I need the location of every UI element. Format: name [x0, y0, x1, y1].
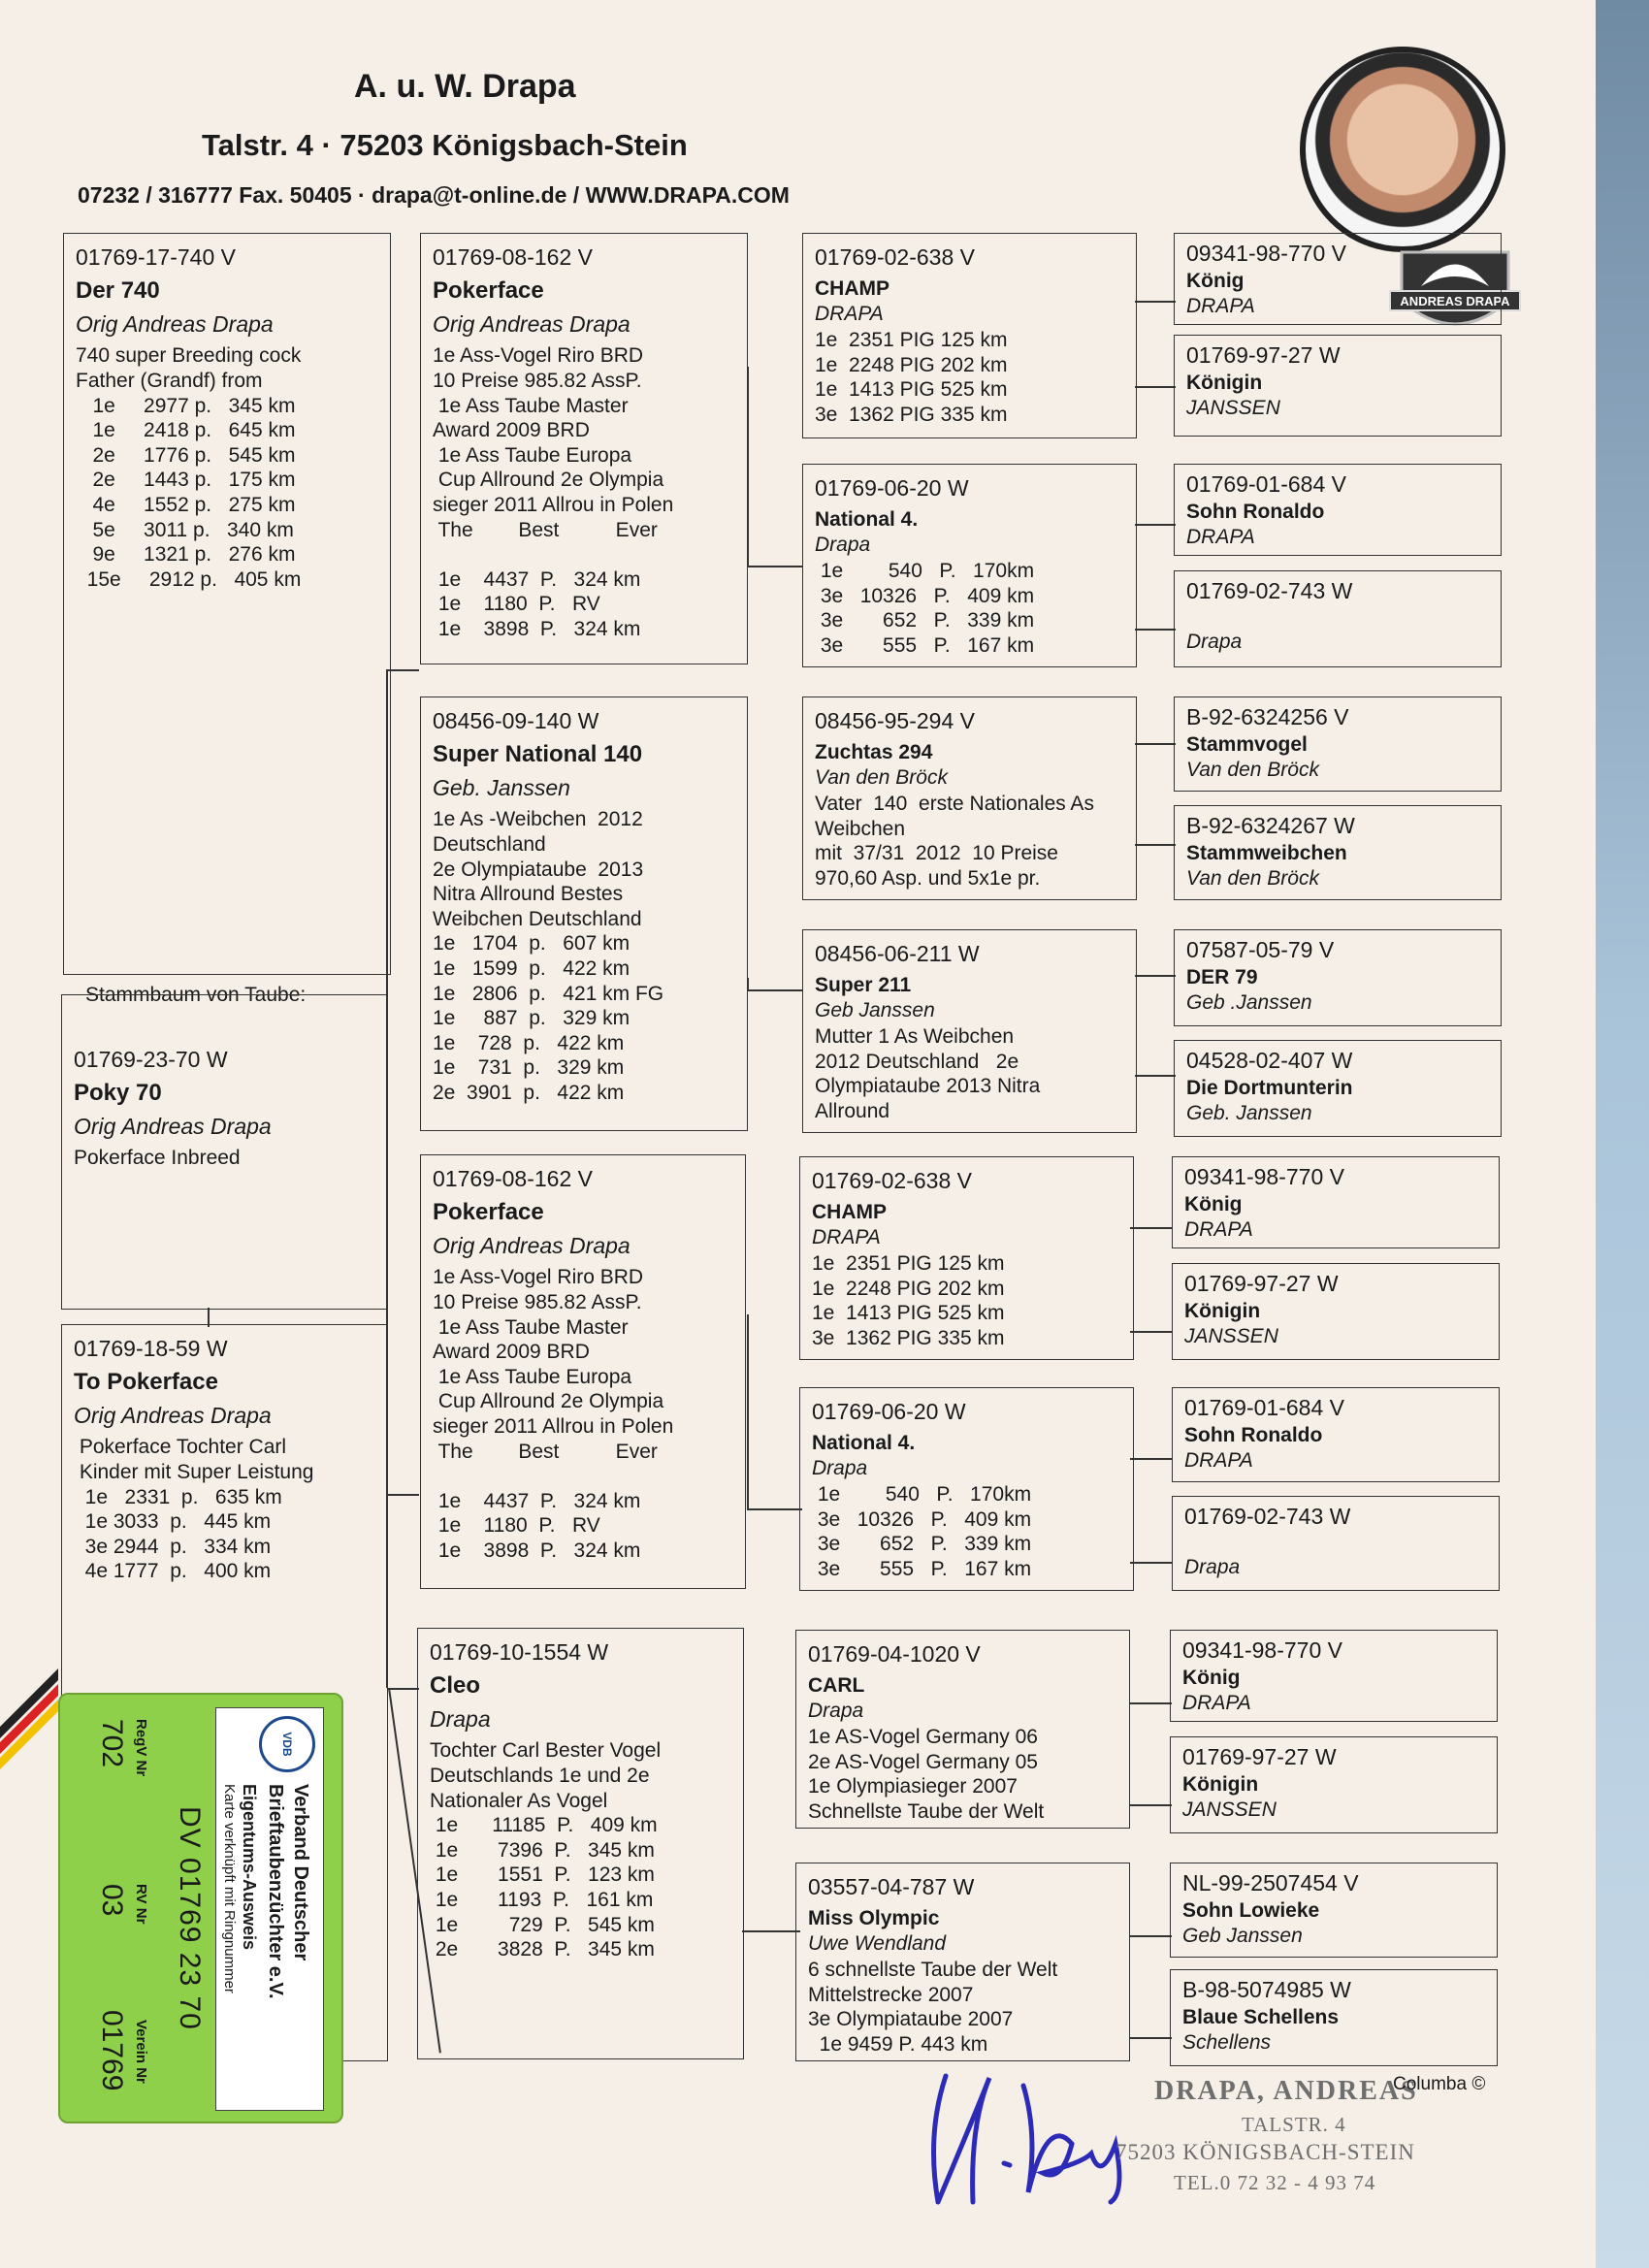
- pigeon-name: Pokerface: [433, 1199, 544, 1226]
- performance-line: 9e 1321 p. 276 km: [76, 543, 296, 567]
- pedigree-g3-8: [795, 1863, 1130, 2061]
- performance-line: 1e 11185 P. 409 km: [430, 1814, 658, 1837]
- pigeon-name: Blaue Schellens: [1182, 2006, 1340, 2029]
- performance-line: Vater 140 erste Nationales As: [815, 793, 1094, 816]
- performance-line: 1e 1551 P. 123 km: [430, 1863, 655, 1887]
- blue-page-edge: [1596, 0, 1649, 2268]
- performance-line: mit 37/31 2012 10 Preise: [815, 842, 1058, 865]
- pigeon-name: DER 79: [1186, 966, 1258, 989]
- performance-line: Pokerface Inbreed: [74, 1147, 241, 1170]
- performance-line: Weibchen: [815, 817, 906, 840]
- connector: [1135, 743, 1176, 745]
- breeder-photo: [1300, 47, 1505, 252]
- breeder-label: Geb. Janssen: [433, 775, 570, 801]
- card-title-4: Karte verknüpft mit Ringnummer: [221, 1784, 238, 1993]
- performance-line: Mutter 1 As Weibchen: [815, 1025, 1015, 1049]
- performance-list: [815, 792, 1124, 891]
- breeder-label: Geb. Janssen: [1186, 1101, 1312, 1124]
- copyright-mark: Columba ©: [1393, 2074, 1486, 2094]
- breeder-label: Geb Janssen: [815, 998, 935, 1021]
- pigeon-name: CARL: [808, 1674, 865, 1698]
- performance-line: Deutschland: [433, 832, 546, 856]
- card-label-rv: RV Nr: [133, 1884, 149, 1925]
- breeder-label: Orig Andreas Drapa: [433, 1233, 630, 1259]
- performance-line: 2e 3828 P. 345 km: [430, 1938, 655, 1961]
- breeder-label: DRAPA: [815, 302, 884, 325]
- performance-line: Pokerface Tochter Carl: [74, 1436, 287, 1459]
- breeder-label: Orig Andreas Drapa: [76, 311, 274, 338]
- breeder-label: DRAPA: [812, 1225, 881, 1248]
- ring-number: 09341-98-770 V: [1182, 1637, 1342, 1663]
- performance-line: 10 Preise 985.82 AssP.: [433, 1290, 642, 1313]
- pigeon-name: Sohn Lowieke: [1182, 1899, 1320, 1923]
- performance-line: 1e 887 p. 329 km: [433, 1007, 630, 1030]
- performance-line: 2e 3901 p. 422 km: [433, 1082, 625, 1105]
- performance-line: 1e 2418 p. 645 km: [76, 419, 296, 442]
- pigeon-name: Cleo: [430, 1672, 481, 1700]
- card-title-2: Brieftaubenzüchter e.V.: [265, 1784, 286, 1999]
- performance-line: 3e 652 P. 339 km: [812, 1533, 1032, 1556]
- pedigree-great-grandparent: [1174, 464, 1502, 556]
- pedigree-great-grandparent: [1174, 570, 1502, 667]
- performance-line: Allround: [815, 1100, 890, 1123]
- performance-line: Olympiataube 2013 Nitra: [815, 1075, 1041, 1098]
- pedigree-great-grandparent: [1170, 1736, 1498, 1833]
- performance-line: 1e 1413 PIG 525 km: [815, 378, 1008, 402]
- pigeon-name: König: [1186, 270, 1245, 293]
- ring-number: 01769-02-743 W: [1184, 1504, 1351, 1529]
- breeder-label: DRAPA: [1182, 1691, 1251, 1714]
- ring-number: 04528-02-407 W: [1186, 1048, 1353, 1073]
- ring-number: 01769-10-1554 W: [430, 1639, 609, 1665]
- performance-list: [815, 1024, 1124, 1123]
- pedigree-great-grandparent: [1174, 233, 1502, 325]
- ring-number: 01769-06-20 W: [812, 1399, 966, 1424]
- connector: [1135, 524, 1176, 526]
- performance-line: 1e Ass Taube Europa: [433, 443, 632, 467]
- connector: [388, 1494, 419, 1496]
- performance-line: Tochter Carl Bester Vogel: [430, 1739, 662, 1763]
- performance-list: [433, 807, 735, 1105]
- performance-line: 740 super Breeding cock: [76, 344, 302, 368]
- connector: [1130, 1702, 1172, 1704]
- ownership-card: [58, 1693, 343, 2123]
- performance-line: 3e 10326 P. 409 km: [812, 1507, 1032, 1531]
- performance-line: 1e Olympiasieger 2007: [808, 1775, 1018, 1798]
- ring-number: 01769-04-1020 V: [808, 1641, 981, 1667]
- performance-list: [815, 328, 1124, 427]
- breeder-label: Van den Bröck: [1186, 866, 1319, 890]
- breeder-label: Geb Janssen: [1182, 1924, 1303, 1947]
- breeder-label: JANSSEN: [1184, 1324, 1278, 1347]
- breeder-label: Van den Bröck: [815, 765, 948, 789]
- svg-text:ANDREAS DRAPA: ANDREAS DRAPA: [1400, 294, 1510, 308]
- performance-line: 3e 555 P. 167 km: [815, 634, 1035, 658]
- connector: [388, 669, 419, 671]
- ring-number: 01769-02-638 V: [812, 1168, 972, 1193]
- performance-line: 4e 1777 p. 400 km: [74, 1560, 272, 1583]
- ring-number: 09341-98-770 V: [1184, 1164, 1344, 1189]
- performance-line: 1e 540 P. 170km: [812, 1483, 1032, 1507]
- ring-number: 08456-95-294 V: [815, 708, 975, 733]
- pigeon-name: Zuchtas 294: [815, 741, 933, 764]
- ring-number: 08456-06-211 W: [815, 941, 980, 966]
- performance-line: 1e As -Weibchen 2012: [433, 808, 643, 831]
- performance-line: 2e 1776 p. 545 km: [76, 443, 296, 467]
- performance-line: 1e 1704 p. 607 km: [433, 932, 630, 956]
- breeder-label: Van den Bröck: [1186, 758, 1319, 781]
- performance-line: 1e 1180 P. RV: [433, 593, 600, 616]
- breeder-label: JANSSEN: [1182, 1798, 1277, 1821]
- breeder-label: DRAPA: [1184, 1448, 1253, 1472]
- stamp-line-2: TALSTR. 4: [1242, 2113, 1346, 2136]
- performance-line: Deutschlands 1e und 2e: [430, 1764, 650, 1787]
- ring-number: B-92-6324267 W: [1186, 813, 1355, 838]
- performance-line: 1e 731 p. 329 km: [433, 1056, 625, 1080]
- pigeon-name: Sohn Ronaldo: [1184, 1424, 1323, 1447]
- breeder-label: JANSSEN: [1186, 396, 1280, 419]
- breeder-label: Orig Andreas Drapa: [433, 311, 630, 338]
- performance-line: 3e 2944 p. 334 km: [74, 1535, 272, 1558]
- breeder-label: Orig Andreas Drapa: [74, 1114, 272, 1140]
- connector: [742, 1930, 800, 1932]
- breeder-label: Drapa: [815, 533, 871, 556]
- pedigree-subject: [61, 994, 388, 1310]
- performance-list: [74, 1146, 375, 1171]
- performance-line: 5e 3011 p. 340 km: [76, 518, 294, 541]
- performance-line: Nitra Allround Bestes: [433, 883, 624, 906]
- performance-line: [433, 1464, 733, 1489]
- performance-line: Weibchen Deutschland: [433, 907, 642, 930]
- performance-line: 2e 1443 p. 175 km: [76, 469, 296, 492]
- pigeon-name: Stammweibchen: [1186, 842, 1347, 865]
- connector: [1135, 386, 1176, 388]
- performance-line: 1e 728 p. 422 km: [433, 1031, 625, 1054]
- stamp-line-3: 75203 KÖNIGSBACH-STEIN: [1116, 2140, 1415, 2164]
- breeder-label: Drapa: [812, 1456, 868, 1479]
- connector: [747, 1508, 802, 1510]
- performance-list: [812, 1251, 1121, 1350]
- performance-line: 3e 555 P. 167 km: [812, 1558, 1032, 1581]
- connector: [1130, 1458, 1173, 1460]
- performance-line: 1e 540 P. 170km: [815, 560, 1035, 583]
- connector: [747, 566, 802, 567]
- pigeon-name: Miss Olympic: [808, 1907, 940, 1930]
- card-header: [215, 1707, 324, 2111]
- ring-number: B-98-5074985 W: [1182, 1977, 1351, 2002]
- breeder-label: Geb .Janssen: [1186, 990, 1312, 1014]
- performance-line: 1e 4437 P. 324 km: [433, 567, 641, 591]
- performance-line: 1e AS-Vogel Germany 06: [808, 1726, 1038, 1749]
- performance-line: Mittelstrecke 2007: [808, 1983, 974, 2006]
- connector: [1130, 1935, 1172, 1937]
- performance-line: 1e 2977 p. 345 km: [76, 394, 296, 417]
- pigeon-name: Sohn Ronaldo: [1186, 501, 1325, 524]
- performance-list: [815, 559, 1124, 658]
- ring-number: 01769-97-27 W: [1184, 1271, 1339, 1296]
- breeder-label: Schellens: [1182, 2030, 1272, 2054]
- card-label-verein: Verein Nr: [133, 2020, 149, 2084]
- ring-number: 01769-02-743 W: [1186, 578, 1353, 603]
- connector: [747, 1314, 749, 1508]
- connector: [1130, 1562, 1173, 1564]
- ring-number: 07587-05-79 V: [1186, 937, 1335, 962]
- performance-list: [76, 343, 378, 592]
- performance-line: 3e 10326 P. 409 km: [815, 584, 1035, 607]
- pedigree-great-grandparent: [1174, 1040, 1502, 1137]
- breeder-label: Drapa: [1186, 631, 1243, 654]
- performance-line: 3e 1362 PIG 335 km: [815, 404, 1008, 427]
- performance-line: Award 2009 BRD: [433, 419, 590, 442]
- performance-line: 1e 4437 P. 324 km: [433, 1489, 641, 1512]
- pigeon-name: Königin: [1182, 1773, 1259, 1797]
- pigeon-name: Super 211: [815, 974, 912, 997]
- ring-number: 01769-17-740 V: [76, 244, 236, 270]
- performance-list: [430, 1738, 731, 1961]
- card-ring-number: DV 01769 23 70: [174, 1806, 206, 2030]
- connector: [1130, 1331, 1173, 1333]
- performance-line: 1e 2248 PIG 202 km: [812, 1277, 1005, 1300]
- pigeon-name: Der 740: [76, 277, 160, 305]
- connector: [1130, 2037, 1172, 2039]
- ring-number: 08456-09-140 W: [433, 708, 599, 733]
- performance-line: 2e Olympiataube 2013: [433, 858, 644, 881]
- performance-line: 4e 1552 p. 275 km: [76, 494, 296, 517]
- performance-line: 1e 2331 p. 635 km: [74, 1485, 282, 1508]
- performance-line: 1e 1413 PIG 525 km: [812, 1302, 1005, 1325]
- ring-number: 01769-08-162 V: [433, 244, 593, 270]
- ring-number: 09341-98-770 V: [1186, 241, 1346, 266]
- pedigree-g3-2: [802, 464, 1137, 667]
- breeder-label: DRAPA: [1186, 525, 1255, 548]
- pedigree-dam-dam: [417, 1628, 744, 2059]
- performance-line: 15e 2912 p. 405 km: [76, 567, 302, 591]
- pedigree-g3-7: [795, 1630, 1130, 1829]
- performance-line: 1e 729 P. 545 km: [430, 1913, 655, 1936]
- pigeon-name: Stammvogel: [1186, 733, 1308, 757]
- pedigree-great-grandparent: [1170, 1969, 1498, 2066]
- ring-number: NL-99-2507454 V: [1182, 1870, 1359, 1895]
- pedigree-great-grandparent: [1174, 697, 1502, 792]
- connector: [1135, 301, 1176, 303]
- pedigree-g3-1: [802, 233, 1137, 438]
- performance-list: [808, 1958, 1117, 2057]
- performance-line: The Best Ever: [433, 518, 658, 541]
- connector: [388, 1688, 419, 1690]
- performance-line: Cup Allround 2e Olympia: [433, 1390, 664, 1413]
- federation-logo-icon: VDB: [259, 1716, 315, 1772]
- performance-list: [433, 1265, 733, 1563]
- performance-list: [808, 1725, 1117, 1824]
- breeder-label: DRAPA: [1184, 1217, 1253, 1241]
- pigeon-name: National 4.: [812, 1432, 916, 1455]
- stamp-line-1: DRAPA, ANDREAS: [1154, 2076, 1418, 2106]
- pigeon-name: National 4.: [815, 508, 919, 532]
- performance-line: sieger 2011 Allrou in Polen: [433, 1415, 674, 1439]
- performance-line: Cup Allround 2e Olympia: [433, 469, 664, 492]
- pedigree-sire-sire: [420, 233, 748, 664]
- performance-line: 1e 2806 p. 421 km FG: [433, 982, 664, 1005]
- performance-line: 1e Ass-Vogel Riro BRD: [433, 344, 644, 368]
- breeder-label: Drapa: [430, 1706, 491, 1733]
- pigeon-name: [1186, 606, 1489, 630]
- performance-line: Schnellste Taube der Welt: [808, 1800, 1045, 1824]
- ring-number: 01769-18-59 W: [74, 1336, 228, 1361]
- pigeon-name: Die Dortmunterin: [1186, 1077, 1353, 1100]
- pedigree-great-grandparent: [1172, 1387, 1500, 1482]
- pedigree-great-grandparent: [1170, 1863, 1498, 1958]
- pedigree-g3-4: [802, 929, 1137, 1133]
- pigeon-name: CHAMP: [815, 277, 889, 301]
- ring-number: 01769-97-27 W: [1186, 342, 1341, 368]
- performance-line: Father (Grandf) from: [76, 369, 263, 392]
- connector: [1130, 1227, 1173, 1229]
- performance-line: sieger 2011 Allrou in Polen: [433, 494, 674, 517]
- pigeon-name: Super National 140: [433, 741, 643, 768]
- pedigree-legend: Stammbaum von Taube:: [80, 984, 311, 1007]
- performance-line: Award 2009 BRD: [433, 1341, 590, 1364]
- card-value-verein: 01769: [96, 2010, 128, 2091]
- connector: [747, 989, 802, 991]
- pigeon-name: [1184, 1532, 1487, 1555]
- pedigree-great-grandparent: [1170, 1630, 1498, 1722]
- breeder-label: Drapa: [808, 1699, 864, 1722]
- pigeon-name: To Pokerface: [74, 1369, 218, 1396]
- breeder-label: Drapa: [1184, 1556, 1241, 1579]
- performance-line: 10 Preise 985.82 AssP.: [433, 369, 642, 392]
- pedigree-sire: [63, 233, 391, 975]
- breeder-address: Talstr. 4 · 75203 Königsbach-Stein: [202, 128, 688, 162]
- breeder-label: Uwe Wendland: [808, 1931, 947, 1955]
- connector: [1135, 629, 1176, 631]
- card-value-rv: 03: [96, 1884, 128, 1917]
- pigeon-name: König: [1182, 1667, 1241, 1690]
- performance-line: The Best Ever: [433, 1440, 658, 1463]
- breeder-label: DRAPA: [1186, 294, 1255, 317]
- pedigree-great-grandparent: [1174, 929, 1502, 1026]
- performance-line: 970,60 Asp. und 5x1e pr.: [815, 867, 1041, 891]
- pedigree-g3-5: [799, 1156, 1134, 1360]
- card-title-3: Eigentums-Ausweis: [240, 1784, 259, 1951]
- pigeon-name: CHAMP: [812, 1201, 887, 1224]
- flag-stripes: [0, 1669, 58, 1921]
- pigeon-name: Königin: [1186, 372, 1263, 395]
- performance-line: 1e 2351 PIG 125 km: [812, 1252, 1005, 1276]
- performance-line: 3e 1362 PIG 335 km: [812, 1327, 1005, 1350]
- pigeon-name: König: [1184, 1193, 1243, 1216]
- pedigree-great-grandparent: [1172, 1263, 1500, 1360]
- ring-number: B-92-6324256 V: [1186, 704, 1349, 729]
- performance-line: 1e Ass Taube Master: [433, 394, 629, 417]
- performance-line: 1e Ass Taube Master: [433, 1315, 629, 1339]
- stamp-line-4: TEL.0 72 32 - 4 93 74: [1174, 2171, 1376, 2194]
- performance-line: [433, 542, 735, 567]
- performance-list: [74, 1435, 375, 1584]
- performance-line: 1e 3033 p. 445 km: [74, 1510, 272, 1534]
- connector: [1130, 1804, 1172, 1806]
- ring-number: 01769-97-27 W: [1182, 1744, 1337, 1769]
- performance-line: 1e Ass Taube Europa: [433, 1365, 632, 1388]
- performance-line: 1e 3898 P. 324 km: [433, 618, 641, 641]
- ring-number: 01769-08-162 V: [433, 1166, 593, 1191]
- ring-number: 01769-23-70 W: [74, 1047, 228, 1072]
- performance-line: 1e 2248 PIG 202 km: [815, 353, 1008, 376]
- pedigree-g3-3: [802, 697, 1137, 900]
- performance-line: 1e 9459 P. 443 km: [808, 2033, 988, 2057]
- pigeon-name: Pokerface: [433, 277, 544, 305]
- performance-line: 6 schnellste Taube der Welt: [808, 1959, 1058, 1982]
- performance-line: 1e Ass-Vogel Riro BRD: [433, 1266, 644, 1289]
- pedigree-dam-sire: [420, 1154, 746, 1589]
- performance-line: 3e 652 P. 339 km: [815, 609, 1035, 632]
- performance-list: [812, 1482, 1121, 1581]
- breeder-label: Orig Andreas Drapa: [74, 1403, 272, 1429]
- performance-line: Kinder mit Super Leistung: [74, 1460, 314, 1483]
- connector: [1135, 1075, 1176, 1077]
- pedigree-sire-dam: [420, 697, 748, 1131]
- breeder-name: A. u. W. Drapa: [354, 68, 576, 105]
- ring-number: 01769-02-638 V: [815, 244, 975, 270]
- performance-line: 1e 7396 P. 345 km: [430, 1838, 655, 1862]
- performance-line: 2e AS-Vogel Germany 05: [808, 1750, 1038, 1773]
- card-value-regv: 702: [96, 1719, 128, 1768]
- ring-number: 03557-04-787 W: [808, 1874, 975, 1899]
- performance-line: 1e 1193 P. 161 km: [430, 1889, 654, 1912]
- breeder-contact: 07232 / 316777 Fax. 50405 · drapa@t-online.de / WWW.DRAPA.COM: [78, 182, 790, 208]
- performance-line: 3e Olympiataube 2007: [808, 2008, 1014, 2031]
- pedigree-great-grandparent: [1174, 335, 1502, 437]
- connector: [1135, 844, 1176, 846]
- ring-number: 01769-01-684 V: [1186, 471, 1346, 497]
- connector: [1135, 975, 1176, 977]
- pigeon-name: Königin: [1184, 1300, 1261, 1323]
- ring-number: 01769-01-684 V: [1184, 1395, 1344, 1420]
- performance-line: 1e 1180 P. RV: [433, 1514, 600, 1538]
- pedigree-great-grandparent: [1172, 1496, 1500, 1591]
- performance-line: 1e 2351 PIG 125 km: [815, 329, 1008, 352]
- ring-number: 01769-06-20 W: [815, 475, 969, 501]
- handwritten-signature: [917, 2057, 1140, 2212]
- pedigree-great-grandparent: [1172, 1156, 1500, 1248]
- performance-line: 1e 3898 P. 324 km: [433, 1539, 641, 1563]
- card-title-1: Verband Deutscher: [290, 1784, 311, 1961]
- card-label-regv: RegV Nr: [133, 1719, 149, 1777]
- performance-line: Nationaler As Vogel: [430, 1789, 608, 1812]
- pedigree-great-grandparent: [1174, 805, 1502, 900]
- pedigree-g3-6: [799, 1387, 1134, 1591]
- performance-line: 1e 1599 p. 422 km: [433, 957, 630, 981]
- pigeon-name: Poky 70: [74, 1080, 162, 1107]
- performance-line: 2012 Deutschland 2e: [815, 1050, 1019, 1073]
- performance-list: [433, 343, 735, 641]
